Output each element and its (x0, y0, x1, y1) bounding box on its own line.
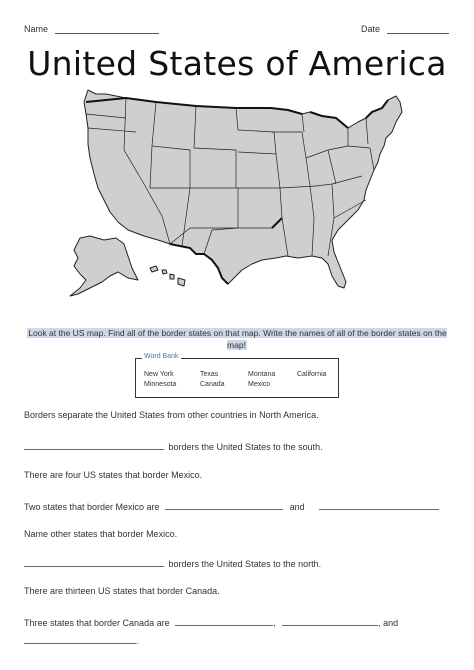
and-label: and (289, 502, 305, 512)
word-bank-title: Word Bank (144, 353, 179, 360)
question-5: Name other states that border Mexico. (24, 529, 178, 539)
answer-blank[interactable] (282, 616, 378, 626)
answer-blank[interactable] (319, 500, 439, 510)
answer-blank[interactable] (165, 500, 283, 510)
name-field[interactable] (24, 24, 159, 34)
hawaii-shape (150, 266, 158, 272)
question-8-cont (24, 634, 139, 646)
question-8 (24, 616, 398, 628)
word-bank-item: Minnesota (144, 381, 177, 388)
comma: , (273, 618, 276, 628)
instructions (24, 327, 450, 351)
word-bank-item: California (297, 371, 327, 378)
question-3: There are four US states that border Mexico. (24, 470, 203, 480)
contiguous-us-shape (84, 90, 402, 288)
word-bank-item: Canada (200, 381, 225, 388)
page-title: United States of America (27, 44, 447, 83)
question-2 (24, 440, 323, 452)
alaska-shape (70, 236, 138, 296)
word-bank (135, 353, 339, 398)
answer-blank[interactable] (175, 616, 273, 626)
word-bank-item: Montana (248, 371, 276, 378)
name-label: Name (24, 24, 49, 34)
question-1: Borders separate the United States from other countries in North America. (24, 410, 319, 420)
period: . (136, 636, 139, 646)
instructions-text: Look at the US map. Find all of the border states on that map. Write the names of all of the border states on the map! (28, 328, 447, 350)
comma-and: , and (378, 618, 399, 628)
question-6-text: borders the United States to the north. (168, 559, 322, 569)
word-bank-item: New York (144, 371, 174, 378)
date-label: Date (361, 24, 381, 34)
date-field[interactable] (361, 24, 449, 34)
name-line[interactable] (55, 33, 159, 34)
answer-blank[interactable] (24, 634, 136, 644)
answer-blank[interactable] (24, 557, 164, 567)
question-6 (24, 557, 321, 569)
question-2-text: borders the United States to the south. (168, 442, 323, 452)
question-4 (24, 500, 439, 512)
date-line[interactable] (387, 33, 449, 34)
question-8-text: Three states that border Canada are (24, 618, 170, 628)
answer-blank[interactable] (24, 440, 164, 450)
word-bank-item: Mexico (248, 381, 271, 388)
us-map (66, 88, 458, 302)
question-7: There are thirteen US states that border Canada. (24, 586, 220, 596)
word-bank-item: Texas (200, 371, 219, 378)
question-4-text: Two states that border Mexico are (24, 502, 160, 512)
